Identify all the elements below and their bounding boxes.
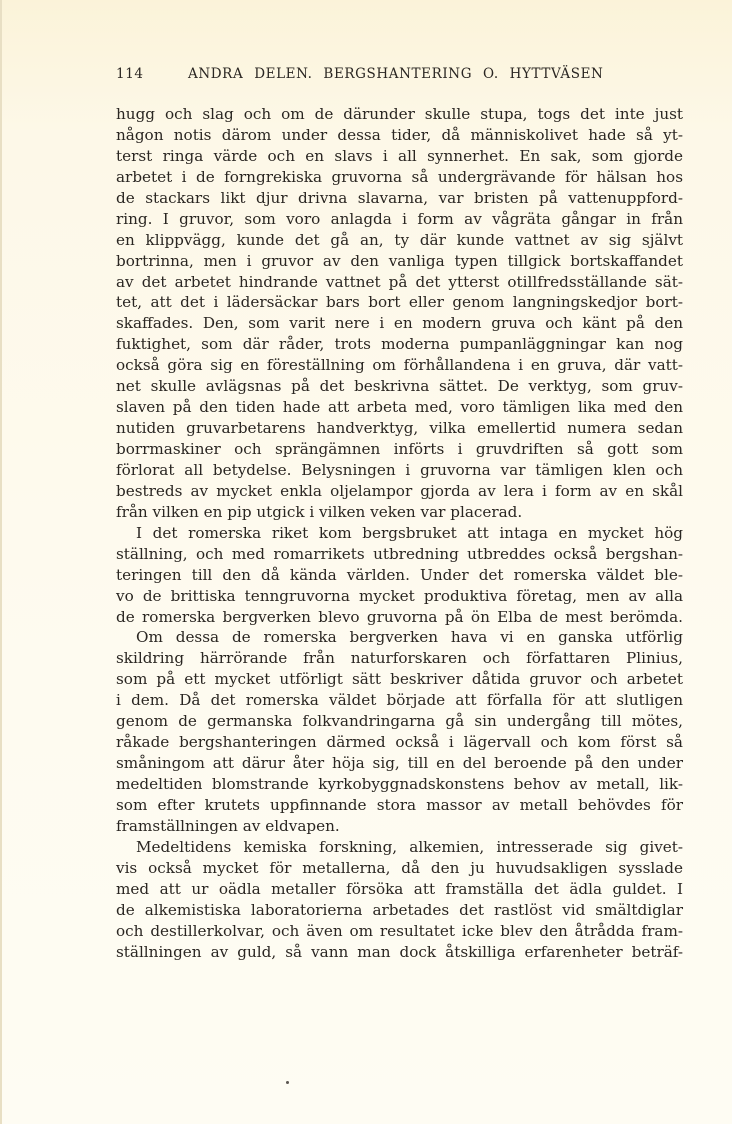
print-speck (286, 1081, 289, 1084)
text-line: borrmaskiner och sprängämnen införts i gruvdriften så gott som (116, 440, 683, 458)
text-line: fuktighet, som där råder, trots moderna pumpanläggningar kan nog (116, 335, 683, 354)
text-line: ställning, och med romarrikets utbredning utbreddes också bergshan- (116, 544, 683, 563)
text-line: de alkemistiska laboratorierna arbetades det rastlöst vid smältdiglar (116, 900, 683, 919)
text-line: de stackars likt djur drivna slavarna, var bristen på vattenuppford- (116, 188, 683, 207)
text-line: teringen till den då kända världen. Under det romerska väldet ble- (116, 565, 683, 584)
text-line: genom de germanska folkvandringarna gå sin undergång till mötes, (116, 712, 683, 731)
text-line: vis också mycket för metallerna, då den ju huvudsakligen sysslade (116, 858, 683, 877)
text-line: terst ringa värde och en slavs i all synnerhet. En sak, som gjorde (116, 146, 683, 165)
text-line: någon notis därom under dessa tider, då människolivet hade så yt- (116, 125, 683, 144)
text-line: i dem. Då det romerska väldet började att förfalla för att slutligen (116, 691, 683, 710)
text-line: net skulle avlägsnas på det beskrivna sättet. De verktyg, som gruv- (116, 377, 683, 396)
text-line: förlorat all betydelse. Belysningen i gruvorna var tämligen klen och (116, 460, 683, 479)
text-line: hugg och slag och om de därunder skulle stupa, togs det inte just (116, 105, 683, 123)
text-line: med att ur oädla metaller försöka att framställa det ädla guldet. I (116, 879, 683, 898)
running-header (116, 66, 684, 86)
text-line: och destillerkolvar, och även om resultatet icke blev den åtrådda fram- (116, 921, 683, 940)
text-line-paragraph-start: Medeltidens kemiska forskning, alkemien, intresserade sig givet- (136, 837, 683, 856)
text-line: av det arbetet hindrande vattnet på det ytterst otillfredsställande sät- (116, 272, 683, 291)
text-line: vo de brittiska tenngruvorna mycket produktiva företag, men av alla (116, 586, 683, 605)
text-line: en klippvägg, kunde det gå an, ty där kunde vattnet av sig självt (116, 230, 683, 249)
text-line: skildring härrörande från naturforskaren och författaren Plinius, (116, 649, 683, 668)
text-line: de romerska bergverken blevo gruvorna på ön Elba de mest berömda. (116, 607, 683, 626)
text-line: skaffades. Den, som varit nere i en modern gruva och känt på den (116, 314, 683, 333)
text-line-paragraph-start: Om dessa de romerska bergverken hava vi en ganska utförlig (136, 628, 683, 647)
text-line: småningom att därur åter höja sig, till en del beroende på den under (116, 754, 683, 773)
text-line: slaven på den tiden hade att arbeta med, voro tämligen lika med den (116, 398, 683, 417)
text-line-paragraph-end: framställningen av eldvapen. (116, 816, 340, 835)
page-number: 114 (116, 66, 144, 82)
text-line: bortrinna, men i gruvor av den vanliga typen tillgick bortskaffandet (116, 251, 683, 270)
text-line: nutiden gruvarbetarens handverktyg, vilka emellertid numera sedan (116, 419, 683, 438)
text-line: tet, att det i lädersäckar bars bort eller genom langningskedjor bort- (116, 293, 683, 312)
text-line-paragraph-start: I det romerska riket kom bergsbruket att intaga en mycket hög (136, 523, 683, 542)
text-line: medeltiden blomstrande kyrkobyggnadskonstens behov av metall, lik- (116, 775, 683, 793)
text-line: arbetet i de forngrekiska gruvorna så undergrävande för hälsan hos (116, 167, 683, 186)
text-line-paragraph-end: från vilken en pip utgick i vilken veken var placerad. (116, 502, 523, 521)
text-line: bestreds av mycket enkla oljelampor gjorda av lera i form av en skål (116, 481, 683, 500)
text-line: som på ett mycket utförligt sätt beskriver dåtida gruvor och arbetet (116, 670, 683, 689)
body-text (116, 104, 683, 962)
text-line: som efter krutets uppfinnande stora massor av metall behövdes för (116, 795, 683, 814)
text-line: ring. I gruvor, som voro anlagda i form av vågräta gångar in från (116, 209, 683, 228)
text-line: också göra sig en föreställning om förhållandena i en gruva, där vatt- (116, 356, 683, 375)
running-title: ANDRA DELEN. BERGSHANTERING O. HYTTVÄSEN (188, 66, 604, 82)
text-line: ställningen av guld, så vann man dock åtskilliga erfarenheter beträf- (116, 942, 683, 961)
text-line: råkade bergshanteringen därmed också i lägervall och kom först så (116, 733, 683, 752)
